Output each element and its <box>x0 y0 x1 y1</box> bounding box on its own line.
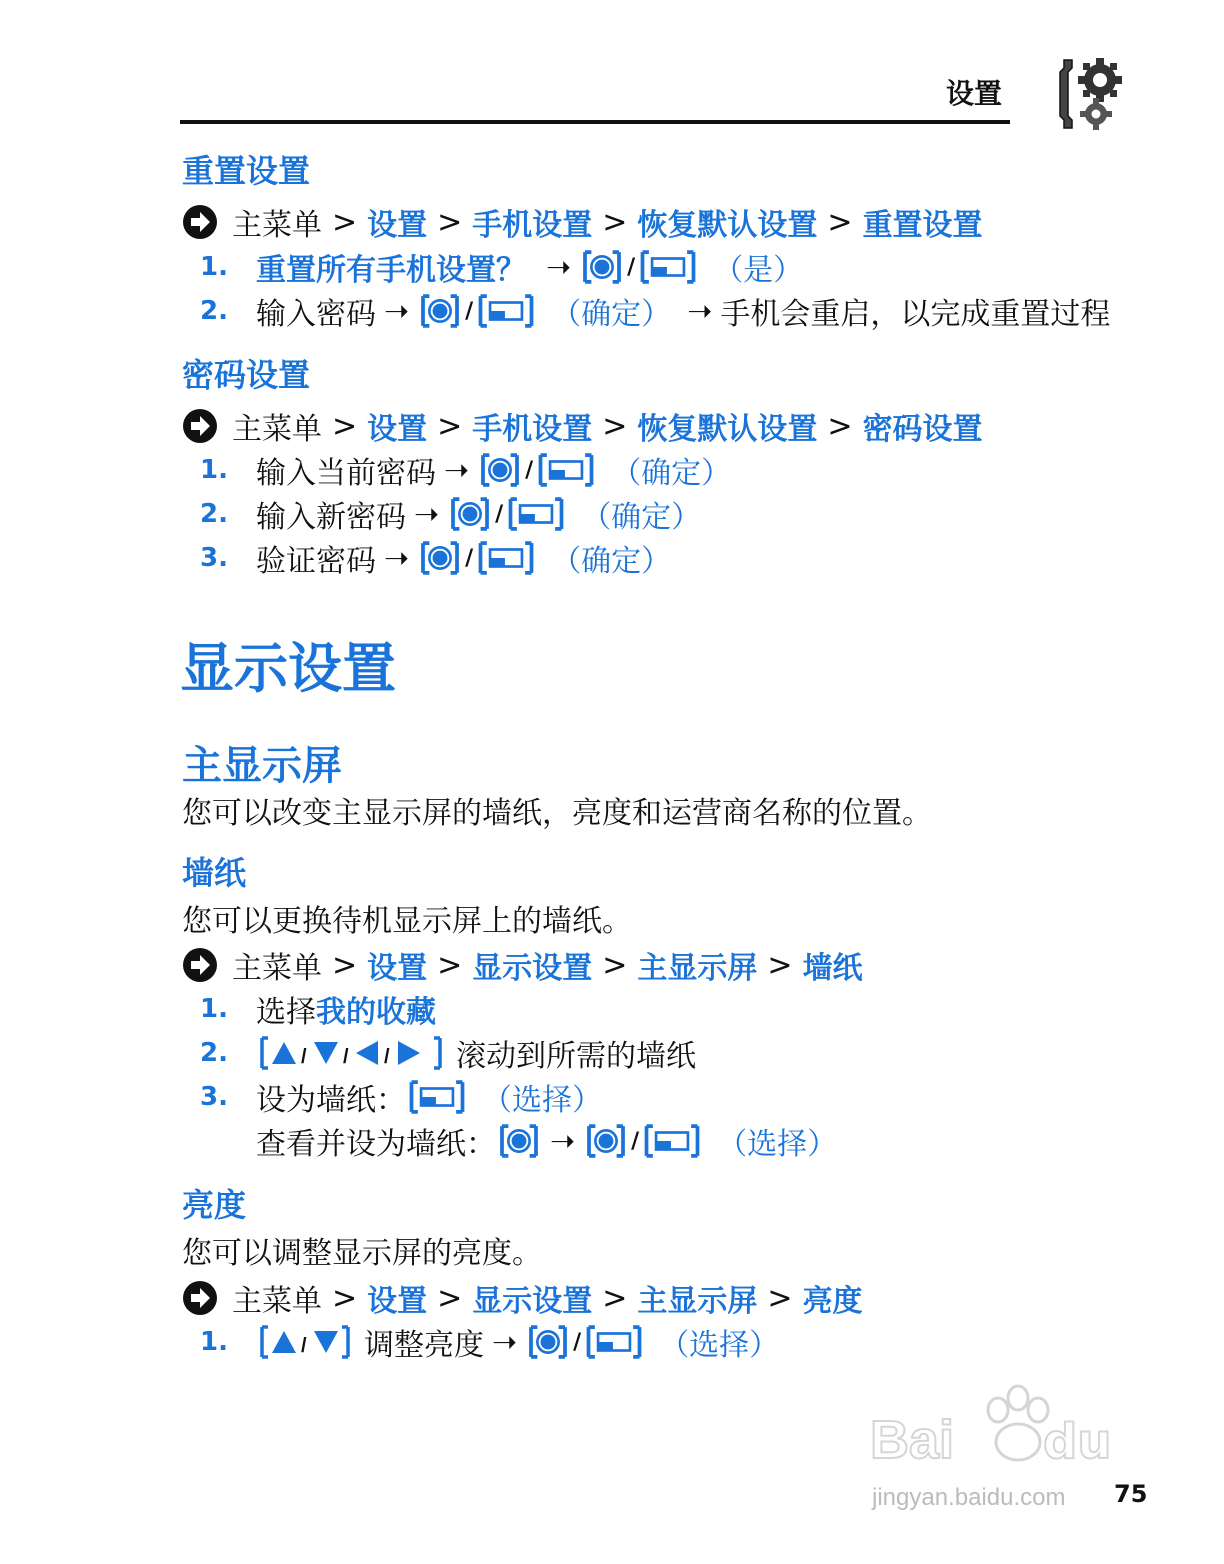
center-key-icon <box>417 294 463 328</box>
soft-label: （选择） <box>717 1127 838 1162</box>
path-wallpaper: 墙纸 <box>802 951 863 986</box>
path-main-menu: 主菜单 <box>232 208 322 243</box>
navigation-arrow-icon <box>182 204 218 240</box>
path-separator: > <box>332 204 358 240</box>
path-separator: > <box>827 408 853 444</box>
step-text: 选择 <box>256 995 316 1030</box>
path-main-menu: 主菜单 <box>232 1284 322 1319</box>
center-key-icon <box>525 1325 571 1359</box>
then-arrow: ➝ <box>492 1324 518 1360</box>
password-step-3 <box>200 536 671 580</box>
path-reset-settings: 重置设置 <box>862 208 983 243</box>
step-text: 设为墙纸： <box>256 1083 406 1118</box>
key-separator: / <box>495 501 504 527</box>
step-text: 滚动到所需的墙纸 <box>456 1039 696 1074</box>
path-separator: > <box>332 947 358 983</box>
path-display-settings: 显示设置 <box>472 951 593 986</box>
path-settings: 设置 <box>367 208 428 243</box>
path-settings: 设置 <box>367 1284 428 1319</box>
center-key-icon <box>417 541 463 575</box>
step-number: 1. <box>200 994 228 1024</box>
path-separator: > <box>602 1280 628 1316</box>
svg-text:du: du <box>1043 1414 1112 1470</box>
wallpaper-step-2 <box>200 1031 696 1075</box>
soft-label: （确定） <box>581 500 702 535</box>
soft-label: （是） <box>713 253 804 288</box>
step-number: 3. <box>200 1082 228 1112</box>
then-arrow: ➝ <box>384 293 410 329</box>
brightness-description: 您可以调整显示屏的亮度。 <box>182 1236 542 1271</box>
step-number: 3. <box>200 543 228 573</box>
path-restore-defaults: 恢复默认设置 <box>637 208 818 243</box>
then-arrow: ➝ <box>444 452 470 488</box>
path-main-menu: 主菜单 <box>232 951 322 986</box>
path-separator: > <box>602 947 628 983</box>
header-rule <box>180 120 1010 124</box>
step-number: 1. <box>200 252 228 282</box>
soft-key-icon <box>583 1325 645 1359</box>
main-screen-description: 您可以改变主显示屏的墙纸，亮度和运营商名称的位置。 <box>182 796 932 831</box>
path-phone-settings: 手机设置 <box>472 208 593 243</box>
step-number: 1. <box>200 1327 228 1357</box>
wallpaper-step-3-alt <box>256 1119 837 1163</box>
step-number: 2. <box>200 499 228 529</box>
step-text: 重置所有手机设置？ <box>256 253 526 288</box>
password-menu-path <box>182 404 983 448</box>
then-arrow: ➝ <box>687 293 713 329</box>
reset-settings-heading: 重置设置 <box>182 152 311 190</box>
soft-label: （选择） <box>482 1083 602 1118</box>
key-separator: / <box>465 545 474 571</box>
brightness-menu-path <box>182 1276 863 1320</box>
watermark-url: jingyan.baidu.com <box>872 1484 1066 1511</box>
path-separator: > <box>437 408 463 444</box>
svg-text:Bai: Bai <box>870 1410 955 1470</box>
step-text: 查看并设为墙纸： <box>256 1127 496 1162</box>
key-separator: / <box>627 254 636 280</box>
then-arrow: ➝ <box>550 1123 576 1159</box>
path-separator: > <box>767 947 793 983</box>
soft-key-icon <box>535 453 597 487</box>
reset-menu-path <box>182 200 983 244</box>
password-step-1 <box>200 448 731 492</box>
path-separator: > <box>602 408 628 444</box>
path-main-screen: 主显示屏 <box>637 1284 758 1319</box>
then-arrow: ➝ <box>546 249 572 285</box>
wallpaper-heading: 墙纸 <box>182 854 247 892</box>
nav-keys-icon <box>256 1036 446 1070</box>
key-separator: / <box>525 457 534 483</box>
reset-step-1 <box>200 245 803 289</box>
step-result-text: 手机会重启，以完成重置过程 <box>720 297 1111 332</box>
path-separator: > <box>437 947 463 983</box>
center-key-icon <box>447 497 493 531</box>
center-key-icon <box>496 1124 542 1158</box>
center-key-icon <box>583 1124 629 1158</box>
svg-text:/: / <box>301 1046 307 1068</box>
path-separator: > <box>437 1280 463 1316</box>
main-screen-heading: 主显示屏 <box>182 743 342 789</box>
path-settings: 设置 <box>367 412 428 447</box>
navigation-arrow-icon <box>182 947 218 983</box>
settings-gear-wrench-icon <box>1056 54 1126 134</box>
path-settings: 设置 <box>367 951 428 986</box>
soft-key-icon <box>406 1080 468 1114</box>
password-settings-heading: 密码设置 <box>182 356 311 394</box>
soft-label: （确定） <box>551 544 672 579</box>
page-number: 75 <box>1114 1480 1148 1508</box>
reset-step-2 <box>200 289 1110 333</box>
center-key-icon <box>477 453 523 487</box>
wallpaper-step-3 <box>200 1075 602 1119</box>
soft-key-icon <box>475 294 537 328</box>
header-title: 设置 <box>946 77 1003 110</box>
soft-key-icon <box>641 1124 703 1158</box>
path-separator: > <box>332 408 358 444</box>
svg-text:/: / <box>384 1046 390 1068</box>
step-text: 验证密码 <box>256 544 376 579</box>
path-password-settings: 密码设置 <box>862 412 983 447</box>
step-number: 2. <box>200 1038 228 1068</box>
brightness-step-1 <box>200 1320 779 1364</box>
key-separator: / <box>573 1329 582 1355</box>
path-separator: > <box>602 204 628 240</box>
path-display-settings: 显示设置 <box>472 1284 593 1319</box>
then-arrow: ➝ <box>384 540 410 576</box>
center-key-icon <box>579 250 625 284</box>
step-text: 调整亮度 <box>364 1328 484 1363</box>
step-text: 输入密码 <box>256 297 376 332</box>
soft-key-icon <box>637 250 699 284</box>
svg-text:/: / <box>343 1046 349 1068</box>
my-favorites-link: 我的收藏 <box>316 995 436 1030</box>
wallpaper-description: 您可以更换待机显示屏上的墙纸。 <box>182 904 632 939</box>
path-main-screen: 主显示屏 <box>637 951 758 986</box>
wallpaper-menu-path <box>182 943 863 987</box>
path-main-menu: 主菜单 <box>232 412 322 447</box>
step-number: 2. <box>200 296 228 326</box>
path-separator: > <box>767 1280 793 1316</box>
navigation-arrow-icon <box>182 1280 218 1316</box>
path-separator: > <box>827 204 853 240</box>
wallpaper-step-1 <box>200 987 436 1031</box>
step-text: 输入新密码 <box>256 500 406 535</box>
up-down-keys-icon <box>256 1325 354 1359</box>
soft-label: （确定） <box>551 297 672 332</box>
password-step-2 <box>200 492 701 536</box>
step-number: 1. <box>200 455 228 485</box>
key-separator: / <box>631 1128 640 1154</box>
soft-label: （确定） <box>611 456 732 491</box>
path-separator: > <box>332 1280 358 1316</box>
key-separator: / <box>465 298 474 324</box>
path-separator: > <box>437 204 463 240</box>
then-arrow: ➝ <box>414 496 440 532</box>
svg-text:/: / <box>301 1335 307 1357</box>
navigation-arrow-icon <box>182 408 218 444</box>
brightness-heading: 亮度 <box>182 1186 247 1224</box>
soft-key-icon <box>475 541 537 575</box>
path-brightness: 亮度 <box>802 1284 863 1319</box>
path-phone-settings: 手机设置 <box>472 412 593 447</box>
display-settings-heading: 显示设置 <box>180 637 396 700</box>
step-text: 输入当前密码 <box>256 456 436 491</box>
soft-key-icon <box>505 497 567 531</box>
path-restore-defaults: 恢复默认设置 <box>637 412 818 447</box>
soft-label: （选择） <box>659 1328 780 1363</box>
